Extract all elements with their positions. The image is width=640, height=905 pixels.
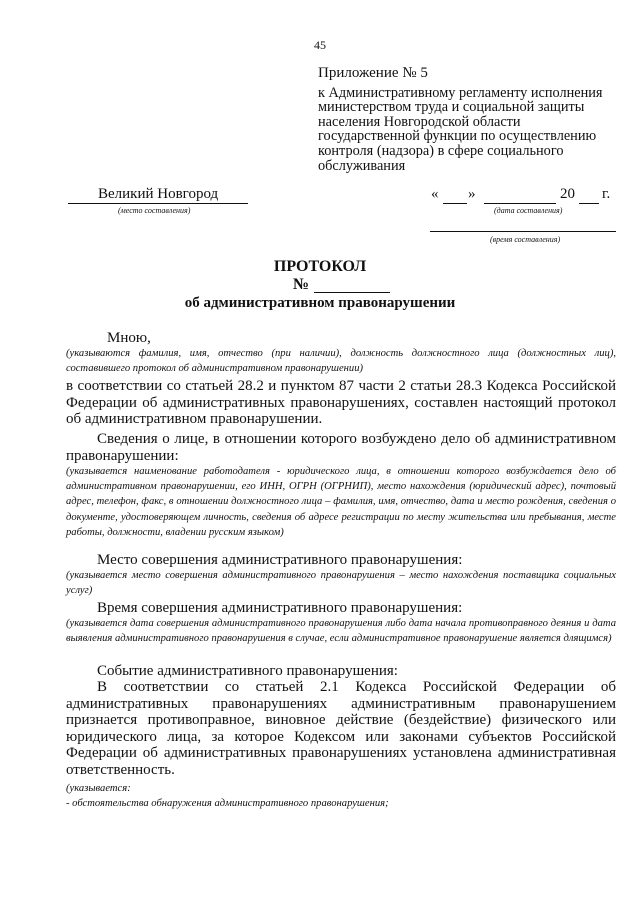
date-open-quote: « xyxy=(431,186,439,202)
date-suffix: г. xyxy=(602,186,611,202)
event-heading: Событие административного правонарушения: xyxy=(97,663,398,679)
compiled-text: в соответствии со статьей 28.2 и пунктом 87 части 2 статьи 28.3 Кодекса Российской Федерации об административных правонарушениях, составлен настоящий протокол об административном правонарушении. xyxy=(66,378,616,427)
place-value: Великий Новгород xyxy=(98,186,219,202)
date-close-quote: » xyxy=(468,186,476,202)
note-place: (указывается место совершения административного правонарушения – место нахождения поставщика социальных услуг) xyxy=(66,570,616,596)
time-line xyxy=(430,231,616,232)
appendix-text: к Административному регламенту исполнения министерством труда и социальной защиты населения Новгородской области государственной функции по осуществлению контроля (надзора) в сфере социального обслуживания xyxy=(318,84,603,174)
person-heading: Сведения о лице, в отношении которого возбуждено дело об административном правонарушении: xyxy=(66,431,616,464)
date-year-prefix: 20 xyxy=(560,186,575,202)
date-caption: (дата составления) xyxy=(494,206,563,215)
page-number: 45 xyxy=(314,38,326,52)
place-underline xyxy=(68,203,248,204)
date-month-line xyxy=(484,203,556,204)
time-caption: (время составления) xyxy=(490,235,561,244)
note-event-2: - обстоятельства обнаружения административного правонарушения; xyxy=(66,798,389,809)
note-person: (указывается наименование работодателя - юридического лица, в отношении которого возбуждается дело об административном правонарушении, его ИНН, ОГРН (ОГРНИП), место нахождения (юридический адрес), почтовый адрес, телефон, факс, в отношении должностного лица – фамилия, имя, отчество, дата и место рождения, сведения о документе, удостоверяющем личность, сведения об адресе регистрации по месту жительства или пребывания, месте работы, должности, владении русским языком) xyxy=(66,466,616,538)
date-day-line xyxy=(443,203,467,204)
note-event-1: (указывается: xyxy=(66,783,131,794)
date-year-line xyxy=(579,203,599,204)
protocol-title: ПРОТОКОЛ xyxy=(273,258,367,275)
event-text: В соответствии со статьей 2.1 Кодекса Российской Федерации об административных правонарушениях административным правонарушением признается противоправное, виновное действие (бездействие) физического или юридического лица, за которое Кодексом или законами субъектов Российской Федерации об административных правонарушениях установлена административная ответственность. xyxy=(66,679,616,778)
protocol-subtitle: об административном правонарушении xyxy=(184,295,456,311)
place-caption: (место составления) xyxy=(118,206,191,215)
time-heading: Время совершения административного правонарушения: xyxy=(97,600,463,616)
note-time: (указывается дата совершения административного правонарушения либо дата начала противоправного деяния и дата выявления административного правонарушения в случае, если административное правонарушение является длящимся) xyxy=(66,618,616,644)
by-me: Мною, xyxy=(107,330,151,346)
protocol-number-sign: № xyxy=(293,276,310,293)
note-by-me: (указываются фамилия, имя, отчество (при наличии), должность должностного лица (должностных лиц), составившего протокол об административном правонарушении) xyxy=(66,348,616,374)
appendix-title: Приложение № 5 xyxy=(318,65,428,81)
protocol-number-line xyxy=(314,292,390,293)
place-heading: Место совершения административного правонарушения: xyxy=(97,552,463,568)
appendix-block xyxy=(318,66,618,173)
